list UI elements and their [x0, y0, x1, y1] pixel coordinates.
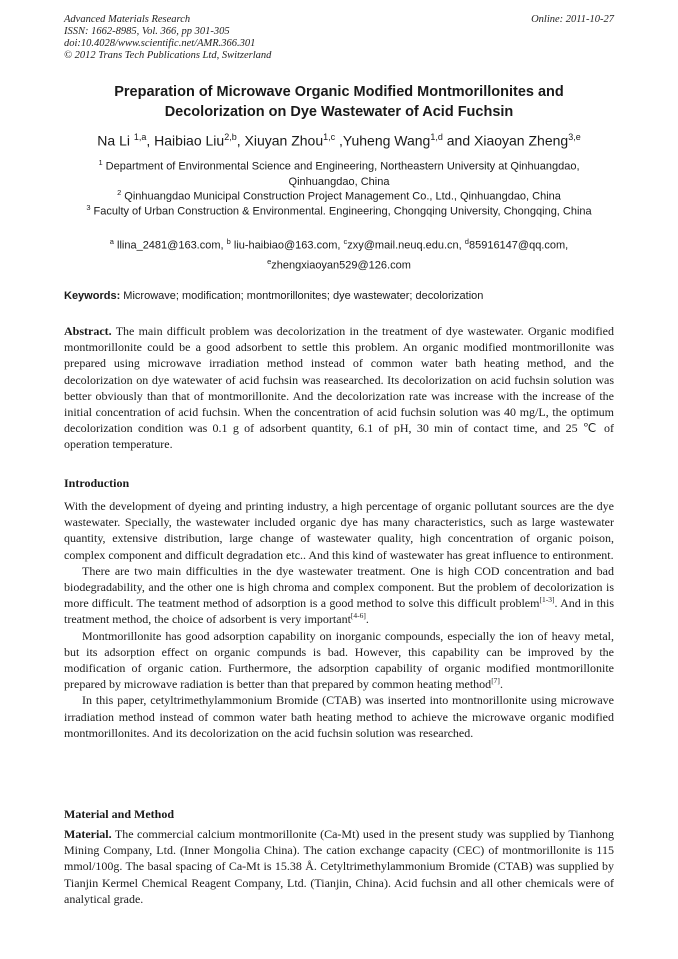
material-paragraph: [64, 826, 614, 907]
author-name: and Xiaoyan Zheng: [442, 132, 569, 149]
intro-p2-text: There are two main difficulties in the dye wastewater treatment. One is high COD concentration and bad biodegradability, and the other one is high chroma and complex component. But the problem of decolorization is more difficult. The teatment method of adsorption is a good method to solve this difficult problem: [64, 563, 614, 611]
intro-p2-text: .: [365, 612, 369, 627]
intro-paragraph-1: With the development of dyeing and printing industry, a high percentage of organic pollutant sources are the dye wastewater. Specially, the wastewater included organic dye has many characteristics, such as large wastewater quantity, extensive distribution, large change of wastewater quality, high concentration of organic poison, complex component and difficult degradation etc.. And this kind of wastewater has great influence to entironment.: [64, 499, 614, 562]
intro-paragraph-4: In this paper, cetyltrimethylammonium Bromide (CTAB) was inserted into montnorillonite using microwave irradiation method instead of common water bath heating method to achieve the microwave organic modified montmorillonites. And its decolorization on the acid fuchsin solution was researched.: [64, 693, 614, 740]
email[interactable]: 85916147@qq.com,: [468, 239, 569, 252]
author-name: ,Yuheng Wang: [335, 132, 431, 149]
doi-line: doi:10.4028/www.scientific.net/AMR.366.301: [64, 38, 256, 49]
author-sup: 1,d: [430, 132, 443, 142]
author-sup: 3,e: [568, 132, 581, 142]
citation: [7]: [491, 676, 500, 686]
keywords: [64, 289, 614, 303]
author-sup: 2,b: [224, 132, 237, 142]
material-text: The commercial calcium montmorillonite (Ca-Mt) used in the present study was supplied by Tianhong Mining Company, Ltd. (Inner Mongolia China). The cation exchange capacity (CEC) of montmorillonite is 115 mmol/100g. The basal spacing of Ca-Mt is 15.38 Å. Cetyltrimethylammonium Bromide (CTAB) was supplied by Tianjin Kermel Chemical Reagent Company, Ltd. (Tianjin, China). Acid fuchsin and all other chemicals were of analytical grade.: [64, 827, 614, 906]
online-date: Online: 2011-10-27: [531, 14, 614, 25]
affiliation-3: [64, 200, 614, 220]
introduction-body: [64, 498, 614, 741]
affiliation-text: Qinhuangdao Municipal Construction Project Management Co., Ltd., Qinhuangdao, China: [121, 190, 561, 203]
email[interactable]: llina_2481@163.com,: [113, 239, 227, 252]
email-list: [64, 234, 614, 273]
title-line-2: Decolorization on Dye Wastewater of Acid Fuchsin: [164, 104, 514, 120]
author-name: Na Li: [97, 132, 134, 149]
author-name: , Xiuyan Zhou: [236, 132, 324, 149]
affiliation-text: Department of Environmental Science and Engineering, Northeastern University at Qinhuangdao, Qinhuangdao, China: [102, 160, 580, 188]
issn-line: ISSN: 1662-8985, Vol. 366, pp 301-305: [64, 26, 230, 37]
intro-paragraph-2: [64, 563, 614, 628]
email[interactable]: liu-haibiao@163.com,: [230, 239, 344, 252]
paper-title: [64, 82, 614, 122]
intro-p3-text: Montmorillonite has good adsorption capability on inorganic compounds, especially the ion of heavy metal, but its adsorption effect on organic compunds is bad. However, this capability can be improved by the modification of organic cation. Furthermore, the adsorption capability of organic modified montmorillonite prepared by microwave radiation is better than that prepared by common heating method: [64, 628, 614, 692]
author-name: , Haibiao Liu: [146, 132, 225, 149]
citation: [1-3]: [539, 595, 555, 605]
introduction-heading: Introduction: [64, 476, 130, 490]
methods-heading: Material and Method: [64, 807, 174, 821]
affiliation-text: Faculty of Urban Construction & Environmental. Engineering, Chongqing University, Chongqing, China: [90, 205, 592, 218]
intro-paragraph-3: [64, 628, 614, 693]
abstract-label: Abstract.: [64, 324, 112, 338]
title-line-1: Preparation of Microwave Organic Modified Montmorillonites and: [114, 84, 564, 100]
keywords-label: Keywords:: [64, 290, 121, 302]
email[interactable]: zxy@mail.neuq.edu.cn,: [347, 239, 465, 252]
email-sup: e: [267, 256, 272, 266]
author-sup: 1,c: [323, 132, 336, 142]
author-sup: 1,a: [133, 132, 147, 142]
copyright-line: © 2012 Trans Tech Publications Ltd, Switzerland: [64, 50, 272, 61]
affiliation-sup: 3: [86, 203, 91, 212]
email-sup: d: [464, 237, 469, 246]
keywords-text: Microwave; modification; montmorillonites; dye wastewater; decolorization: [120, 290, 484, 302]
email[interactable]: zhengxiaoyan529@126.com: [271, 259, 411, 272]
affiliation-sup: 1: [98, 158, 103, 167]
intro-p2-text: . And in this treatment method, the choice of adsorbent is very important: [64, 596, 614, 627]
email-sup: a: [109, 237, 114, 246]
material-label: Material.: [64, 827, 112, 841]
email-sup: b: [226, 237, 231, 246]
citation: [4-6]: [350, 611, 366, 621]
affiliation-sup: 2: [117, 188, 122, 197]
author-list: [64, 128, 614, 150]
email-sup: c: [343, 237, 348, 246]
journal-header: [64, 14, 614, 62]
abstract-text: The main difficult problem was decolorization in the treatment of dye wastewater. Organic modified montmorillonite could be a good adsorbent to settle this problem. An organic modified montmorillonite was prepared using microwave irradiation method instead of common water bath heating method, and the decolorization on dye watewater of acid fuchsin was reasearched. Its decolorization on acid fuchsin solution was better obviously than that of montmorillonite. And the decolorization rate was increase with the increase of the initial concentration of acid fuchsin. When the concentration of acid fuchsin solution was 40 mg/L, the optimum decolorization condition was 0.1 g of adsorbent quantity, 6.1 of pH, 30 min of contact time, and 25 ℃ of operation temperature.: [64, 324, 614, 452]
abstract: [64, 323, 614, 453]
intro-p3-text: .: [499, 677, 503, 692]
journal-name: Advanced Materials Research: [64, 14, 191, 25]
